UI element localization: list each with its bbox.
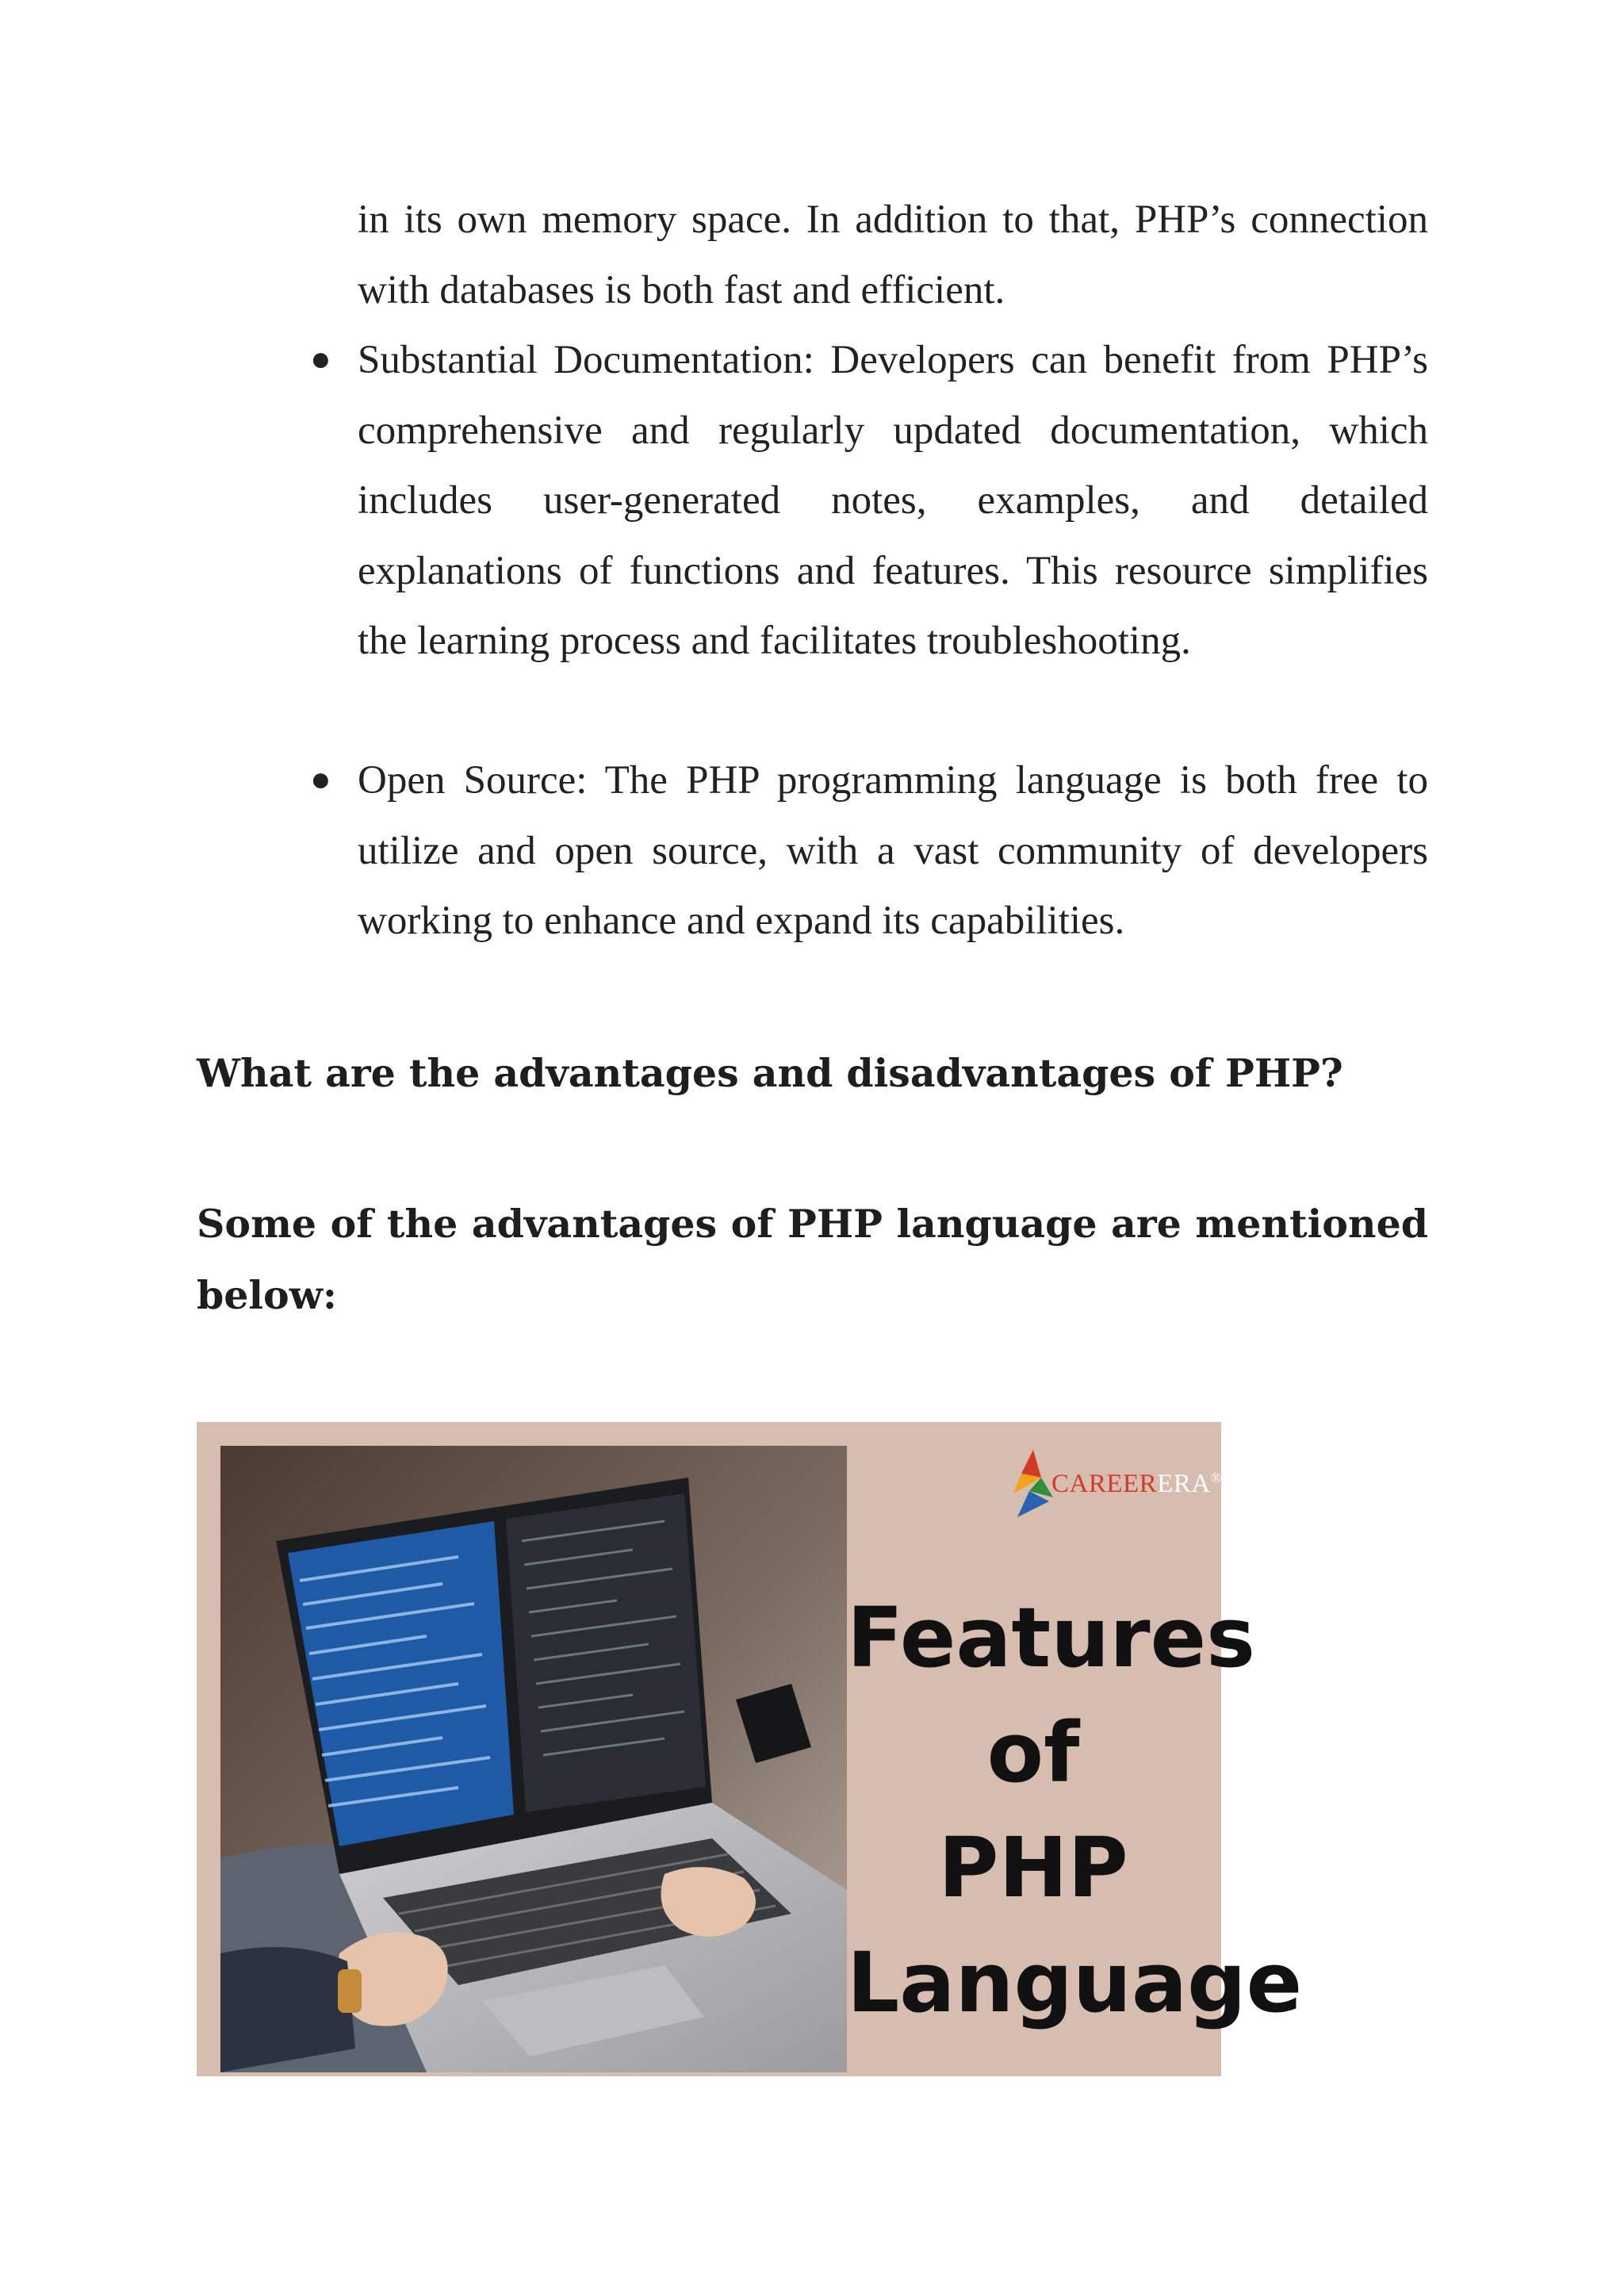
careerera-logo-wordmark: CAREERERA® [1051,1470,1222,1498]
bullet-marker: ● [310,339,331,378]
careerera-logo [1005,1438,1222,1525]
laptop-photo [220,1446,847,2072]
banner-title-line: Features [847,1589,1256,1686]
banner-title-line: of [986,1704,1080,1801]
bullet-marker: ● [310,760,331,799]
features-of-php-banner-image [197,1422,1303,2076]
paragraph-continuation: in its own memory space. In addition to that, PHP’s connection with databases is both fast and efficient. [358,197,1428,312]
laptop-illustration [220,1446,847,2072]
banner-title-line: PHP [938,1819,1128,1916]
section-heading-advantages-disadvantages: What are the advantages and disadvantages of PHP? [197,1050,1343,1096]
list-item-open-source: Open Source: The PHP programming language is both free to utilize and open source, with a vast community of developers working to enhance and expand its capabilities. [358,758,1428,943]
banner-title [847,1581,1303,2041]
section-heading-advantages: Some of the advantages of PHP language are mentioned below: [197,1201,1428,1318]
list-item-documentation: Substantial Documentation: Developers can benefit from PHP’s comprehensive and regularly updated documentation, which includes user-generated notes, examples, and detailed explanations of functions and features. This resource simplifies the learning process and facilitates troubleshooting. [358,338,1428,663]
banner-title-line: Language [847,1934,1303,2031]
